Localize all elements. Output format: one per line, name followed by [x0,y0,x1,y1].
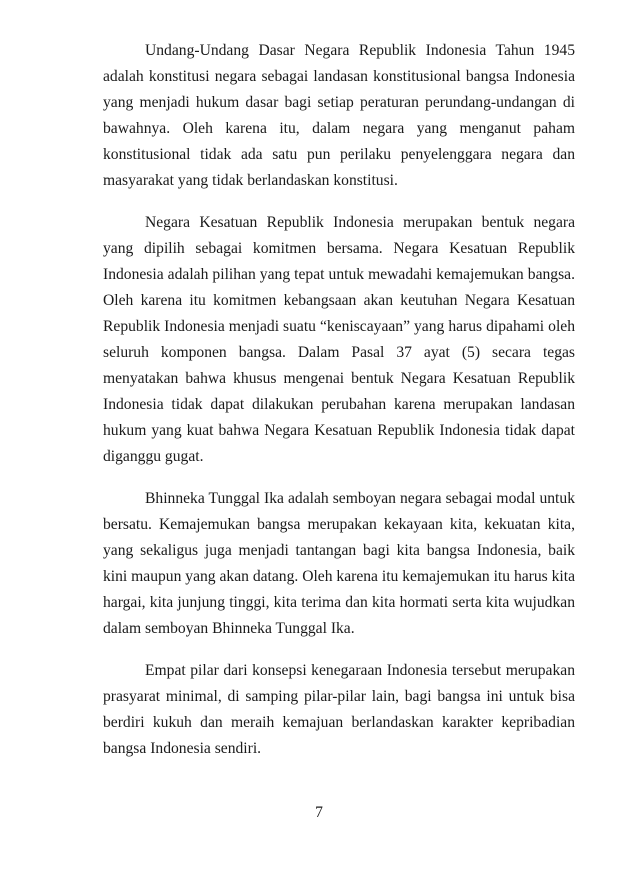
document-page [103,38,575,778]
paragraph-uud-1945: Undang-Undang Dasar Negara Republik Indonesia Tahun 1945 adalah konstitusi negara sebagai landasan konstitusional bangsa Indonesia yang menjadi hukum dasar bagi setiap peraturan perundang-undangan di bawahnya. Oleh karena itu, dalam negara yang menganut paham konstitusional tidak ada satu pun perilaku penyelenggara negara dan masyarakat yang tidak berlandaskan konstitusi. [103,42,575,189]
paragraph-nkri: Negara Kesatuan Republik Indonesia merupakan bentuk negara yang dipilih sebagai komitmen bersama. Negara Kesatuan Republik Indonesia adalah pilihan yang tepat untuk mewadahi kemajemukan bangsa. Oleh karena itu komitmen kebangsaan akan keutuhan Negara Kesatuan Republik Indonesia menjadi suatu “keniscayaan” yang harus dipahami oleh seluruh komponen bangsa. Dalam Pasal 37 ayat (5) secara tegas menyatakan bahwa khusus mengenai bentuk Negara Kesatuan Republik Indonesia tidak dapat dilakukan perubahan karena merupakan landasan hukum yang kuat bahwa Negara Kesatuan Republik Indonesia tidak dapat diganggu gugat. [103,214,575,465]
page-number: 7 [315,804,323,821]
paragraph-empat-pilar: Empat pilar dari konsepsi kenegaraan Indonesia tersebut merupakan prasyarat minimal, di samping pilar-pilar lain, bagi bangsa ini untuk bisa berdiri kukuh dan meraih kemajuan berlandaskan karakter kepribadian bangsa Indonesia sendiri. [103,662,575,757]
paragraph-bhinneka-tunggal-ika: Bhinneka Tunggal Ika adalah semboyan negara sebagai modal untuk bersatu. Kemajemukan bangsa merupakan kekayaan kita, kekuatan kita, yang sekaligus juga menjadi tantangan bagi kita bangsa Indonesia, baik kini maupun yang akan datang. Oleh karena itu kemajemukan itu harus kita hargai, kita junjung tinggi, kita terima dan kita hormati serta kita wujudkan dalam semboyan Bhinneka Tunggal Ika. [103,490,576,637]
